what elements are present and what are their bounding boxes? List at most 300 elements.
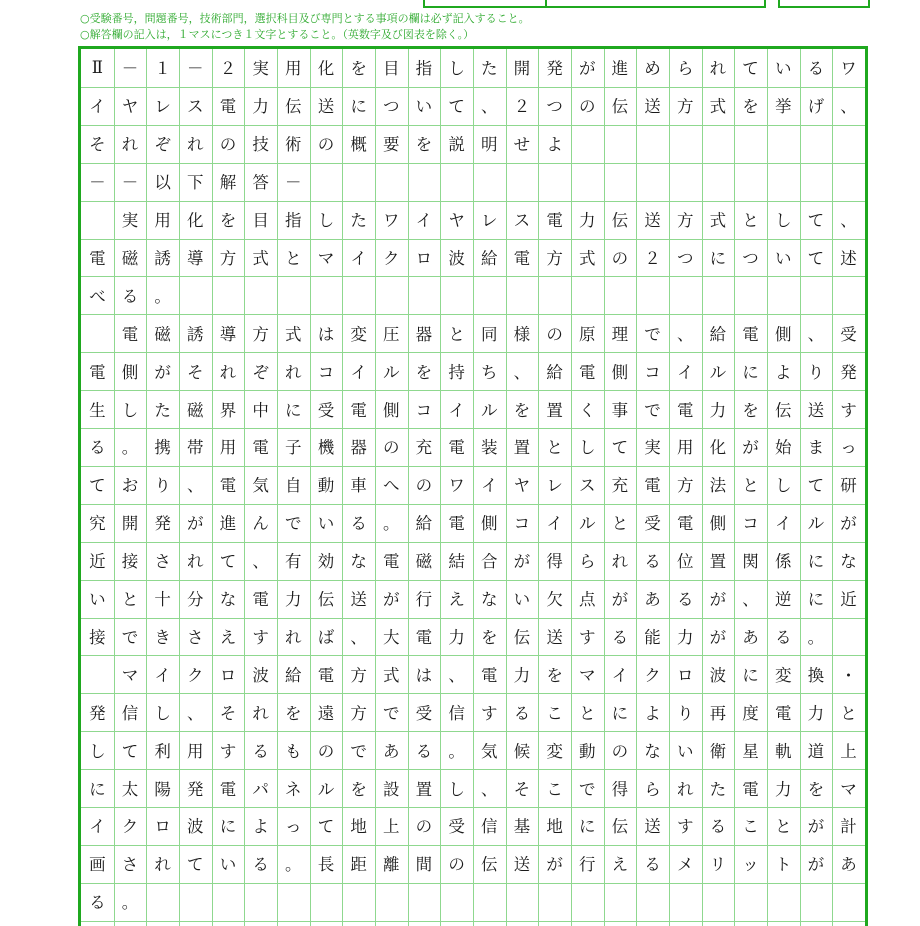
answer-cell: 置 [513, 438, 531, 458]
answer-cell: ク [383, 248, 400, 268]
answer-cell: イ [774, 514, 792, 534]
answer-cell: を [513, 400, 531, 420]
answer-cell: 電 [546, 211, 563, 231]
answer-cell: 地 [350, 817, 367, 837]
answer-cell: え [611, 855, 629, 875]
answer-cell: 地 [546, 817, 563, 837]
answer-cell: 式 [252, 248, 269, 268]
answer-cell: と [121, 590, 139, 610]
answer-cell: れ [285, 627, 302, 647]
answer-cell: イ [350, 248, 367, 268]
answer-cell: き [154, 627, 171, 647]
answer-cell: る [644, 855, 661, 875]
answer-cell: つ [676, 248, 694, 268]
answer-cell: 電 [480, 665, 498, 685]
answer-cell: 動 [578, 741, 596, 761]
answer-cell: 、 [252, 552, 269, 572]
header-box-number [423, 0, 547, 8]
answer-cell: 力 [578, 211, 596, 231]
answer-cell: い [676, 741, 694, 761]
answer-cell: 式 [709, 211, 727, 231]
answer-cell: 目 [383, 59, 400, 79]
answer-cell: が [546, 855, 563, 875]
answer-cell: し [448, 59, 465, 79]
answer-cell: 送 [513, 855, 531, 875]
answer-cell: 陽 [154, 779, 171, 799]
answer-cell: 近 [840, 590, 857, 610]
answer-cell: 明 [480, 135, 498, 155]
answer-cell: で [121, 627, 139, 647]
answer-cell: ら [676, 59, 694, 79]
answer-cell: コ [415, 400, 433, 420]
answer-cell: て [807, 476, 825, 496]
answer-cell: 。 [383, 514, 400, 534]
answer-cell: 方 [350, 665, 367, 685]
answer-cell: れ [187, 135, 204, 155]
answer-cell: ま [807, 438, 825, 458]
answer-cell: 始 [774, 438, 792, 458]
answer-cell: あ [644, 590, 661, 610]
answer-cell: 電 [644, 476, 661, 496]
answer-cell: っ [285, 817, 302, 837]
answer-cell: す [219, 741, 237, 761]
answer-cell: 帯 [187, 438, 204, 458]
answer-cell: 導 [187, 248, 204, 268]
answer-cell: あ [742, 627, 759, 647]
answer-cell: 、 [480, 97, 498, 117]
answer-cell: ス [578, 476, 596, 496]
answer-cell: ら [644, 779, 661, 799]
answer-cell: し [121, 400, 139, 420]
answer-cell: 電 [676, 400, 694, 420]
answer-cell: し [578, 438, 596, 458]
answer-cell: 用 [187, 741, 204, 761]
answer-cell: 力 [774, 779, 792, 799]
answer-cell: と [285, 248, 302, 268]
answer-cell: マ [578, 665, 596, 685]
answer-cell: 力 [252, 97, 269, 117]
answer-cell: 力 [807, 703, 825, 723]
answer-cell: マ [840, 779, 857, 799]
answer-cell: 合 [480, 552, 498, 572]
answer-cell: 、 [742, 590, 759, 610]
answer-cell: を [285, 703, 302, 723]
answer-cell: コ [644, 362, 661, 382]
answer-cell: 電 [350, 400, 367, 420]
answer-cell: 側 [611, 362, 629, 382]
answer-cell: て [807, 248, 825, 268]
answer-cell: 関 [742, 552, 759, 572]
answer-cell: と [774, 817, 792, 837]
answer-cell: ル [578, 514, 596, 534]
answer-cell: な [219, 590, 237, 610]
answer-cell: を [350, 59, 367, 79]
answer-cell: て [187, 855, 204, 875]
answer-cell: 解 [219, 173, 237, 193]
answer-cell: れ [121, 135, 139, 155]
answer-cell: 発 [187, 779, 204, 799]
answer-cell: 離 [383, 855, 400, 875]
answer-cell: よ [774, 362, 792, 382]
answer-cell: 指 [285, 211, 302, 231]
answer-cell: 電 [219, 97, 237, 117]
answer-cell: 軌 [774, 741, 792, 761]
answer-cell: つ [742, 248, 759, 268]
answer-cell: イ [611, 665, 629, 685]
notice-line-2: ○解答欄の記入は，１マスにつき１文字とすること。（英数字及び図表を除く。） [80, 28, 475, 41]
answer-cell: こ [546, 779, 563, 799]
answer-cell: － [121, 173, 139, 193]
answer-cell: の [611, 741, 629, 761]
answer-cell: す [252, 627, 269, 647]
answer-cell: げ [807, 97, 825, 117]
answer-cell: 信 [448, 703, 465, 723]
answer-cell: て [807, 211, 825, 231]
answer-cell: 用 [676, 438, 694, 458]
answer-cell: 給 [546, 362, 563, 382]
answer-cell: る [350, 514, 367, 534]
answer-cell [82, 655, 114, 692]
answer-cell: 置 [546, 400, 563, 420]
answer-cell: な [644, 741, 661, 761]
answer-cell: す [578, 627, 596, 647]
answer-cell: べ [89, 286, 106, 306]
answer-cell: 係 [774, 552, 792, 572]
answer-cell: さ [121, 855, 139, 875]
answer-cell: て [317, 817, 335, 837]
answer-cell: ら [578, 552, 596, 572]
answer-cell: 式 [285, 324, 302, 344]
answer-cell: 伝 [611, 97, 629, 117]
answer-cell: 方 [676, 97, 694, 117]
answer-cell: イ [676, 362, 694, 382]
answer-cell: 受 [840, 324, 857, 344]
notice-line-1: ○受験番号，問題番号，技術部門，選択科目及び専門とする事項の欄は必ず記入すること。 [80, 12, 530, 25]
answer-cell: に [709, 248, 727, 268]
answer-cell: 究 [89, 514, 106, 534]
answer-cell: イ [448, 400, 465, 420]
answer-cell: 電 [448, 514, 465, 534]
answer-cell: で [644, 324, 661, 344]
answer-cell: で [578, 779, 596, 799]
answer-cell: 携 [154, 438, 171, 458]
answer-cell: に [219, 817, 237, 837]
answer-cell: て [448, 97, 465, 117]
answer-cell: が [709, 627, 727, 647]
answer-cell: 器 [350, 438, 367, 458]
answer-cell: れ [252, 703, 269, 723]
answer-cell: の [415, 476, 433, 496]
answer-cell: な [840, 552, 857, 572]
answer-cell: 電 [742, 324, 759, 344]
answer-cell: 間 [415, 855, 433, 875]
answer-cell: こ [546, 703, 563, 723]
answer-cell: 開 [513, 59, 531, 79]
answer-cell: 再 [709, 703, 727, 723]
answer-cell: 計 [840, 817, 857, 837]
answer-cell: 開 [121, 514, 139, 534]
answer-cell: り [676, 703, 694, 723]
answer-cell: を [219, 211, 237, 231]
answer-cell: る [89, 438, 106, 458]
answer-cell: す [480, 703, 498, 723]
answer-cell: ２ [644, 248, 661, 268]
answer-cell: れ [187, 552, 204, 572]
answer-cell: に [611, 703, 629, 723]
answer-cell: ク [187, 665, 204, 685]
answer-cell: イ [546, 514, 563, 534]
answer-cell: 式 [383, 665, 400, 685]
answer-cell: 行 [415, 590, 433, 610]
answer-cell: る [415, 741, 433, 761]
answer-cell: こ [742, 817, 759, 837]
answer-cell: 受 [644, 514, 661, 534]
answer-cell: 、 [807, 324, 825, 344]
answer-cell: れ [709, 59, 727, 79]
answer-cell: し [774, 211, 792, 231]
answer-cell: ヤ [513, 476, 531, 496]
answer-cell: 上 [840, 741, 857, 761]
answer-cell: 十 [154, 590, 171, 610]
answer-cell: 受 [448, 817, 465, 837]
answer-cell: 実 [121, 211, 139, 231]
header-box-field [545, 0, 766, 8]
answer-cell: ロ [676, 665, 694, 685]
answer-cell: 、 [513, 362, 531, 382]
answer-cell: れ [676, 779, 694, 799]
answer-cell: ぞ [154, 135, 171, 155]
answer-cell: 置 [709, 552, 727, 572]
answer-cell: 送 [807, 400, 825, 420]
answer-cell: １ [154, 59, 171, 79]
answer-cell: 圧 [383, 324, 400, 344]
answer-cell: 星 [742, 741, 759, 761]
answer-cell: 長 [317, 855, 335, 875]
answer-cell: す [840, 400, 857, 420]
answer-cell: 誘 [187, 324, 204, 344]
answer-cell: 説 [448, 135, 465, 155]
answer-cell: 充 [415, 438, 433, 458]
answer-cell: 側 [774, 324, 792, 344]
answer-cell: ロ [415, 248, 433, 268]
answer-cell: 位 [676, 552, 694, 572]
answer-cell: て [742, 59, 759, 79]
answer-cell: 画 [89, 855, 106, 875]
answer-cell: 化 [317, 59, 335, 79]
answer-cell: る [644, 552, 661, 572]
answer-cell: に [742, 362, 759, 382]
answer-cell: 、 [448, 665, 465, 685]
answer-cell: ル [383, 362, 400, 382]
answer-cell: 技 [252, 135, 269, 155]
answer-cell: い [219, 855, 237, 875]
answer-cell: し [448, 779, 465, 799]
answer-cell: 発 [89, 703, 106, 723]
answer-cell: イ [89, 817, 106, 837]
answer-cell: い [513, 590, 531, 610]
answer-cell: 送 [546, 627, 563, 647]
answer-cell: 基 [513, 817, 531, 837]
answer-cell: 度 [742, 703, 759, 723]
answer-cell: 発 [840, 362, 857, 382]
answer-cell: と [742, 476, 759, 496]
answer-cell: れ [285, 362, 302, 382]
answer-cell: が [807, 855, 825, 875]
answer-cell: 要 [383, 135, 400, 155]
answer-cell: 下 [187, 173, 204, 193]
answer-cell: 給 [480, 248, 498, 268]
answer-cell: ト [774, 855, 792, 875]
answer-cell: 動 [317, 476, 335, 496]
answer-cell: 効 [317, 552, 335, 572]
answer-cell: 、 [840, 211, 857, 231]
answer-cell: 進 [611, 59, 629, 79]
answer-cell: 式 [578, 248, 596, 268]
answer-cell: く [578, 400, 596, 420]
answer-cell: る [252, 855, 269, 875]
answer-cell: せ [513, 135, 531, 155]
answer-cell: 力 [285, 590, 302, 610]
answer-cell: 法 [709, 476, 727, 496]
answer-cell: 伝 [611, 817, 629, 837]
answer-cell: 、 [187, 703, 204, 723]
answer-cell: ２ [513, 97, 531, 117]
answer-cell: お [121, 476, 139, 496]
answer-cell: を [350, 779, 367, 799]
answer-cell: 以 [154, 173, 171, 193]
answer-cell: い [317, 514, 335, 534]
answer-cell: 研 [840, 476, 857, 496]
answer-cell: 給 [285, 665, 302, 685]
answer-cell: ル [317, 779, 335, 799]
answer-cell: 送 [644, 817, 661, 837]
answer-cell: 太 [121, 779, 139, 799]
answer-cell: 磁 [187, 400, 204, 420]
answer-cell: 電 [89, 248, 106, 268]
answer-cell: そ [187, 362, 204, 382]
answer-cell: 理 [611, 324, 629, 344]
answer-cell: 同 [480, 324, 498, 344]
answer-cell: る [121, 286, 139, 306]
answer-cell: 生 [89, 400, 106, 420]
answer-cell: 界 [219, 400, 237, 420]
answer-cell: め [644, 59, 661, 79]
answer-cell: を [546, 665, 563, 685]
answer-cell: 有 [285, 552, 302, 572]
answer-cell: さ [187, 627, 204, 647]
answer-cell: 方 [219, 248, 237, 268]
answer-cell: 伝 [480, 855, 498, 875]
header-box-extra [778, 0, 870, 8]
answer-cell: イ [415, 211, 433, 231]
answer-cell: る [89, 893, 106, 913]
answer-cell: 行 [578, 855, 596, 875]
answer-cell: さ [154, 552, 171, 572]
answer-cell: ち [480, 362, 498, 382]
answer-cell: な [480, 590, 498, 610]
answer-cell: 側 [383, 400, 400, 420]
answer-cell: 器 [415, 324, 433, 344]
answer-cell: を [742, 400, 759, 420]
answer-cell: え [448, 590, 465, 610]
answer-cell: し [154, 703, 171, 723]
answer-cell: 述 [840, 248, 857, 268]
answer-cell: 点 [578, 590, 596, 610]
answer-cell: イ [89, 97, 106, 117]
answer-cell: 磁 [154, 324, 171, 344]
answer-cell: が [513, 552, 531, 572]
answer-cell: 。 [121, 438, 139, 458]
answer-cell: に [89, 779, 106, 799]
answer-cell: 進 [219, 514, 237, 534]
answer-cell: ロ [219, 665, 237, 685]
answer-cell: の [448, 855, 465, 875]
answer-cell: そ [219, 703, 237, 723]
answer-cell: に [807, 590, 825, 610]
answer-cell: が [742, 438, 759, 458]
answer-cell: 電 [415, 627, 433, 647]
answer-cell: 力 [513, 665, 531, 685]
answer-cell: 給 [415, 514, 433, 534]
answer-cell: に [350, 97, 367, 117]
answer-cell: に [807, 552, 825, 572]
answer-cell: 自 [285, 476, 302, 496]
answer-cell: 力 [448, 627, 465, 647]
answer-cell: 大 [383, 627, 400, 647]
answer-cell: 、 [480, 779, 498, 799]
answer-cell: Ⅱ [91, 57, 103, 77]
answer-cell: 側 [121, 362, 139, 382]
answer-cell: る [252, 741, 269, 761]
answer-cell: よ [644, 703, 661, 723]
answer-cell: コ [742, 514, 759, 534]
answer-cell: し [774, 476, 792, 496]
answer-cell: 気 [480, 741, 498, 761]
answer-cell: の [415, 817, 433, 837]
answer-cell: る [709, 817, 727, 837]
answer-cell: が [840, 514, 857, 534]
answer-cell: 電 [742, 779, 759, 799]
answer-cell: 電 [219, 476, 237, 496]
answer-cell: え [219, 627, 237, 647]
answer-cell: る [774, 627, 792, 647]
answer-cell: 実 [252, 59, 269, 79]
answer-cell: 信 [480, 817, 498, 837]
answer-cell: い [415, 97, 433, 117]
answer-cell: な [350, 552, 367, 572]
answer-cell: ル [480, 400, 498, 420]
answer-cell: 、 [840, 97, 857, 117]
answer-cell: の [611, 248, 629, 268]
answer-cell: が [611, 590, 629, 610]
answer-cell: で [285, 514, 302, 534]
answer-cell: の [317, 135, 335, 155]
answer-cell: 電 [121, 324, 139, 344]
answer-cell: と [611, 514, 629, 534]
answer-cell: 変 [350, 324, 367, 344]
answer-cell: 波 [252, 665, 269, 685]
answer-cell: が [154, 362, 171, 382]
answer-cell: 電 [383, 552, 400, 572]
answer-cell: 車 [350, 476, 367, 496]
answer-cell: で [383, 703, 400, 723]
answer-cell: コ [317, 362, 335, 382]
answer-cell: に [578, 817, 596, 837]
answer-cell: 目 [252, 211, 269, 231]
answer-cell: レ [154, 97, 171, 117]
answer-cell: の [317, 741, 335, 761]
answer-cell: コ [513, 514, 531, 534]
